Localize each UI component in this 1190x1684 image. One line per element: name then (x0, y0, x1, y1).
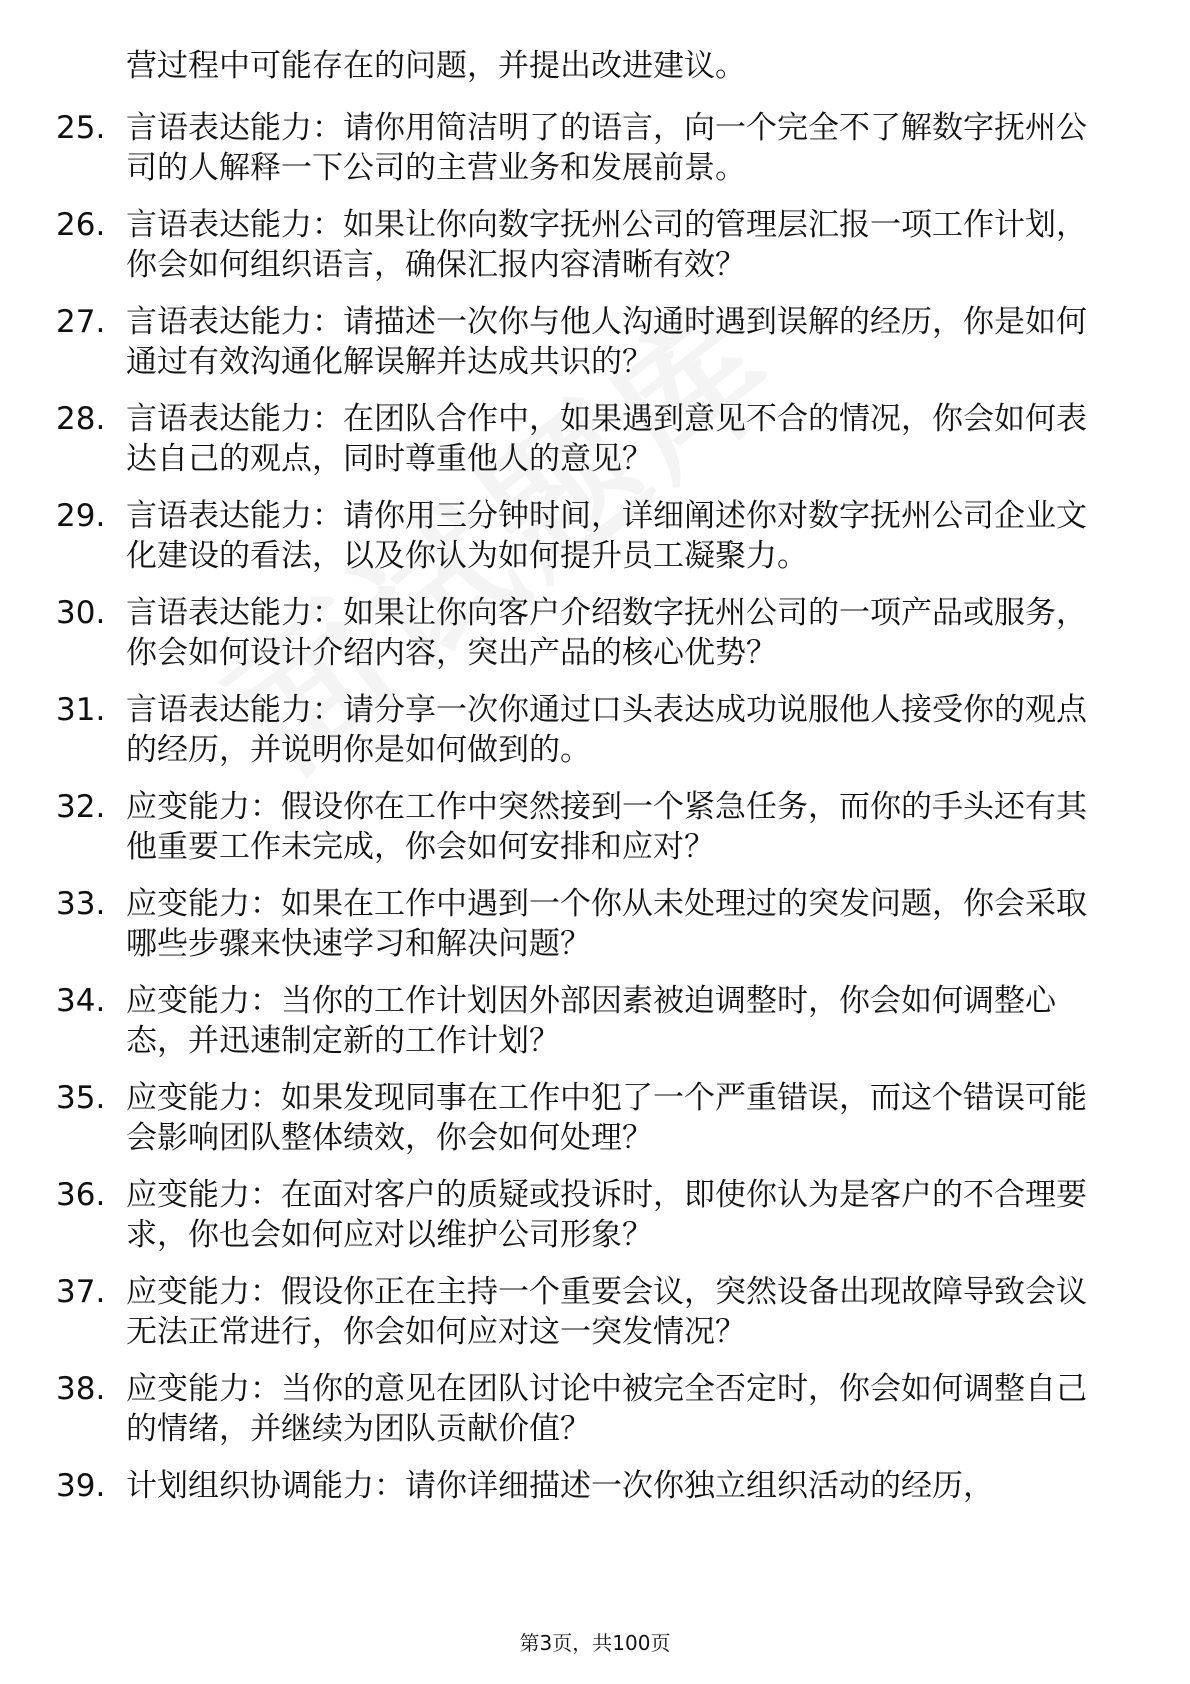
question-number: 37. (56, 1274, 106, 1310)
question-text: 应变能力：假设你正在主持一个重要会议，突然设备出现故障导致会议无法正常进行，你会如何应对这一突发情况？ (126, 1274, 1087, 1350)
question-text: 应变能力：当你的工作计划因外部因素被迫调整时，你会如何调整心态，并迅速制定新的工作计划？ (126, 983, 1056, 1059)
question-number: 26. (56, 207, 106, 243)
question-text: 应变能力：假设你在工作中突然接到一个紧急任务，而你的手头还有其他重要工作未完成，你会如何安排和应对？ (126, 789, 1087, 865)
question-number: 35. (56, 1080, 106, 1116)
question-number: 30. (56, 595, 106, 631)
list-item (0, 108, 1190, 194)
page-footer: 第3页，共100页 (519, 1631, 671, 1655)
question-text: 应变能力：如果发现同事在工作中犯了一个严重错误，而这个错误可能会影响团队整体绩效，你会如何处理？ (126, 1080, 1087, 1156)
question-number: 28. (56, 401, 106, 437)
list-item (0, 593, 1190, 679)
question-text: 应变能力：当你的意见在团队讨论中被完全否定时，你会如何调整自己的情绪，并继续为团队贡献价值？ (126, 1371, 1087, 1447)
question-number: 39. (56, 1468, 106, 1504)
question-number: 25. (56, 110, 106, 146)
list-item (0, 399, 1190, 485)
question-number: 33. (56, 886, 106, 922)
question-text: 计划组织协调能力：请你详细描述一次你独立组织活动的经历， (126, 1468, 994, 1504)
list-item (0, 981, 1190, 1067)
list-item (0, 302, 1190, 388)
question-text: 应变能力：如果在工作中遇到一个你从未处理过的突发问题，你会采取哪些步骤来快速学习和解决问题？ (126, 886, 1087, 962)
list-item (0, 1175, 1190, 1261)
question-number: 29. (56, 498, 106, 534)
list-item (0, 205, 1190, 291)
question-text: 言语表达能力：请你用简洁明了的语言，向一个完全不了解数字抚州公司的人解释一下公司的主营业务和发展前景。 (126, 110, 1087, 186)
list-item (0, 1078, 1190, 1164)
question-list (0, 108, 1190, 1521)
list-item (0, 690, 1190, 776)
question-text: 言语表达能力：请分享一次你通过口头表达成功说服他人接受你的观点的经历，并说明你是如何做到的。 (126, 692, 1087, 768)
list-item (0, 1466, 1190, 1510)
continued-text: 营过程中可能存在的问题，并提出改进建议。 (126, 48, 746, 84)
question-number: 31. (56, 692, 106, 728)
list-item (0, 884, 1190, 970)
list-item (0, 496, 1190, 582)
question-number: 32. (56, 789, 106, 825)
question-text: 言语表达能力：在团队合作中，如果遇到意见不合的情况，你会如何表达自己的观点，同时尊重他人的意见？ (126, 401, 1087, 477)
question-number: 34. (56, 983, 106, 1019)
question-text: 言语表达能力：请描述一次你与他人沟通时遇到误解的经历，你是如何通过有效沟通化解误解并达成共识的？ (126, 304, 1087, 380)
question-number: 38. (56, 1371, 106, 1407)
question-text: 应变能力：在面对客户的质疑或投诉时，即使你认为是客户的不合理要求，你也会如何应对以维护公司形象？ (126, 1177, 1087, 1253)
list-item (0, 787, 1190, 873)
list-item (0, 1272, 1190, 1358)
question-text: 言语表达能力：请你用三分钟时间，详细阐述你对数字抚州公司企业文化建设的看法，以及你认为如何提升员工凝聚力。 (126, 498, 1087, 574)
question-text: 言语表达能力：如果让你向客户介绍数字抚州公司的一项产品或服务，你会如何设计介绍内容，突出产品的核心优势？ (126, 595, 1087, 671)
list-item (0, 1369, 1190, 1455)
question-text: 言语表达能力：如果让你向数字抚州公司的管理层汇报一项工作计划，你会如何组织语言，确保汇报内容清晰有效？ (126, 207, 1087, 283)
question-number: 36. (56, 1177, 106, 1213)
question-number: 27. (56, 304, 106, 340)
